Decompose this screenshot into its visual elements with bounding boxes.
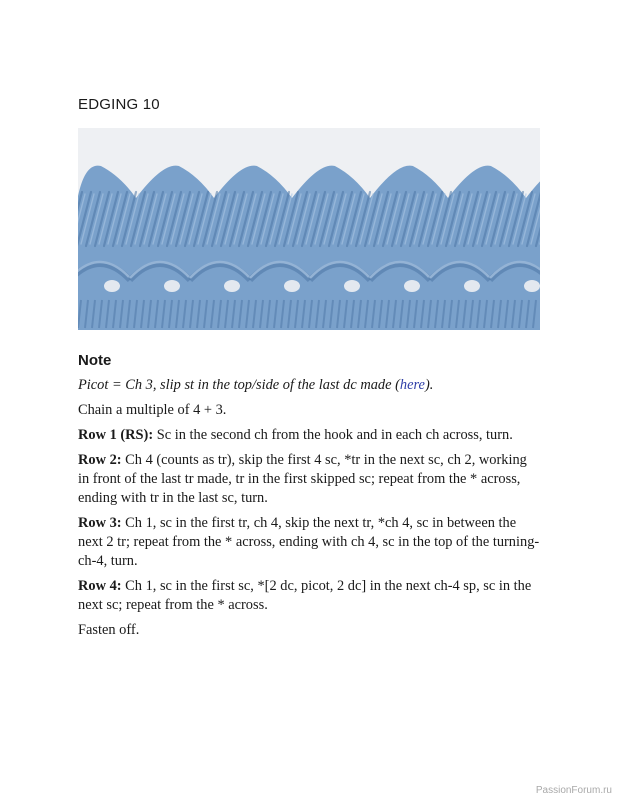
row-3-text: Ch 1, sc in the first tr, ch 4, skip the next tr, *ch 4, sc in between the next 2 tr; repeat from the * across, ending with ch 4, sc in the top of the turning-ch-4, turn. <box>78 515 540 569</box>
picot-note-end: ). <box>424 377 434 393</box>
loop-opening <box>284 280 300 292</box>
row-4-text: Ch 1, sc in the first sc, *[2 dc, picot, 2 dc] in the next ch-4 sp, sc in the next sc; repeat from the * across. <box>78 578 532 613</box>
loop-opening <box>164 280 180 292</box>
picot-note-text: Picot = Ch 3, slip st in the top/side of the last dc made ( <box>78 377 400 393</box>
row-2-text: Ch 4 (counts as tr), skip the first 4 sc, *tr in the next sc, ch 2, working in front of the last tr made, tr in the first skipped sc; repeat from the * across, ending with tr in the last sc, turn. <box>78 452 527 506</box>
row-4-label: Row 4: <box>78 578 122 594</box>
row-3 <box>78 514 540 571</box>
pattern-text <box>78 352 540 646</box>
row-1 <box>78 426 540 445</box>
row-4 <box>78 577 540 615</box>
row-3-label: Row 3: <box>78 515 122 531</box>
loop-opening <box>464 280 480 292</box>
row-2-label: Row 2: <box>78 452 122 468</box>
loop-opening <box>344 280 360 292</box>
row-1-label: Row 1 (RS): <box>78 427 154 443</box>
pattern-heading: EDGING 10 <box>78 96 160 113</box>
loop-opening <box>524 280 540 292</box>
row-1-text: Sc in the second ch from the hook and in each ch across, turn. <box>153 427 513 443</box>
chain-instruction: Chain a multiple of 4 + 3. <box>78 402 227 418</box>
note-title: Note <box>78 352 112 369</box>
loop-opening <box>404 280 420 292</box>
crochet-edging-illustration <box>78 128 540 330</box>
watermark: PassionForum.ru <box>535 785 612 796</box>
loop-opening <box>224 280 240 292</box>
loop-opening <box>104 280 120 292</box>
fasten-off: Fasten off. <box>78 622 140 638</box>
picot-note <box>78 376 540 395</box>
row-2 <box>78 451 540 508</box>
picot-here-link[interactable]: here <box>399 377 425 393</box>
crochet-edging-photo <box>78 128 540 330</box>
